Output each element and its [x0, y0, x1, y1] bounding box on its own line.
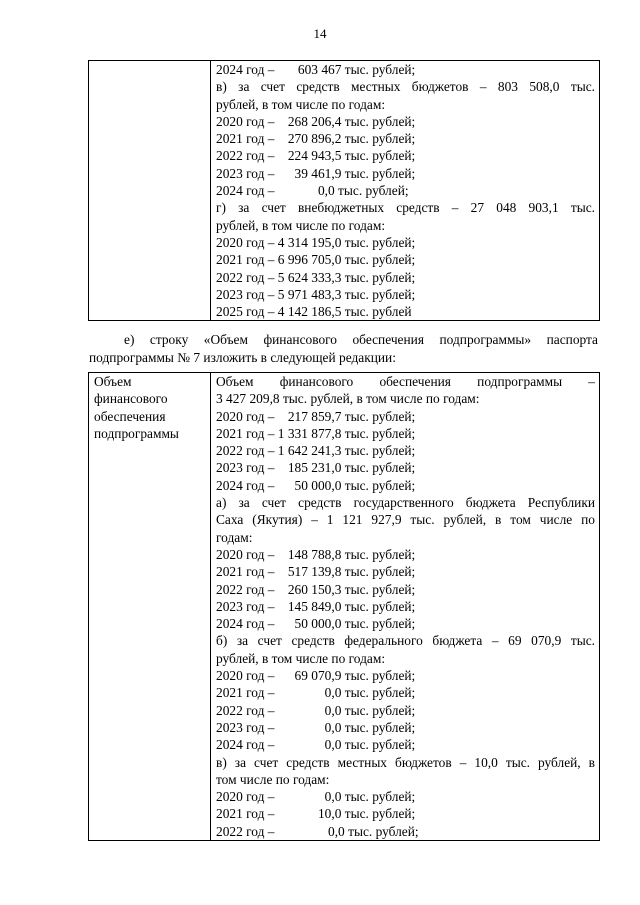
text-line: годам: [216, 529, 253, 545]
text-line: 2025 год – 4 142 186,5 тыс. рублей [216, 304, 412, 320]
text-line: рублей, в том числе по годам: [216, 650, 386, 666]
text-line: Саха (Якутия) – 1 121 927,9 тыс. рублей, в том числе по [216, 512, 595, 528]
text-line: 2021 год – 6 996 705,0 тыс. рублей; [216, 252, 416, 268]
text-line: 2021 год – 1 331 877,8 тыс. рублей; [216, 425, 416, 441]
text-line: 2024 год – 50 000,0 тыс. рублей; [216, 616, 416, 632]
text-line: 2020 год – 148 788,8 тыс. рублей; [216, 546, 416, 562]
label-line: подпрограммы [94, 425, 179, 441]
page-number: 14 [313, 26, 327, 41]
text-line: г) за счет внебюджетных средств – 27 048 903,1 тыс. [216, 200, 595, 216]
text-line: 2020 год – 217 859,7 тыс. рублей; [216, 408, 416, 424]
text-line: 2023 год – 5 971 483,3 тыс. рублей; [216, 286, 416, 302]
text-line: 2021 год – 10,0 тыс. рублей; [216, 806, 416, 822]
label-line: финансового [94, 391, 168, 407]
text-line: 2021 год – 270 896,2 тыс. рублей; [216, 131, 416, 147]
text-line: 3 427 209,8 тыс. рублей, в том числе по годам: [216, 391, 480, 407]
paragraph-line: е) строку «Объем финансового обеспечения подпрограммы» паспорта [124, 332, 598, 347]
text-line: 2024 год – 0,0 тыс. рублей; [216, 737, 416, 753]
text-line: 2022 год – 224 943,5 тыс. рублей; [216, 148, 416, 164]
table-content-cell [211, 61, 600, 321]
text-line: 2024 год – 0,0 тыс. рублей; [216, 183, 409, 199]
text-line: 2020 год – 4 314 195,0 тыс. рублей; [216, 234, 416, 250]
table-row [89, 373, 600, 841]
text-line: 2022 год – 260 150,3 тыс. рублей; [216, 581, 416, 597]
text-line: 2022 год – 0,0 тыс. рублей; [216, 823, 419, 839]
text-line: 2020 год – 268 206,4 тыс. рублей; [216, 113, 416, 129]
table-label-cell [89, 61, 211, 321]
text-line: 2023 год – 0,0 тыс. рублей; [216, 719, 416, 735]
text-line: 2021 год – 0,0 тыс. рублей; [216, 685, 416, 701]
text-line: том числе по годам: [216, 771, 330, 787]
text-line: 2024 год – 603 467 тыс. рублей; [216, 62, 416, 77]
text-line: 2022 год – 1 642 241,3 тыс. рублей; [216, 443, 416, 459]
text-line: 2023 год – 145 849,0 тыс. рублей; [216, 598, 416, 614]
paragraph-line: подпрограммы № 7 изложить в следующей редакции: [89, 350, 396, 365]
table-row [89, 61, 600, 321]
table-label-cell [89, 373, 211, 841]
text-line: а) за счет средств государственного бюджета Республики [216, 495, 595, 511]
text-line: 2024 год – 50 000,0 тыс. рублей; [216, 477, 416, 493]
table-content-cell [211, 373, 600, 841]
text-line: 2023 год – 185 231,0 тыс. рублей; [216, 460, 416, 476]
text-line: в) за счет средств местных бюджетов – 10,0 тыс. рублей, в [216, 754, 595, 770]
instruction-paragraph [89, 331, 598, 367]
text-line: 2021 год – 517 139,8 тыс. рублей; [216, 564, 416, 580]
text-line: 2020 год – 69 070,9 тыс. рублей; [216, 668, 416, 684]
text-line: б) за счет средств федерального бюджета – 69 070,9 тыс. [216, 633, 595, 649]
label-line: обеспечения [94, 408, 166, 424]
label-line: Объем [94, 374, 132, 389]
text-line: Объем финансового обеспечения подпрограммы – [216, 374, 595, 389]
text-line: 2023 год – 39 461,9 тыс. рублей; [216, 165, 416, 181]
text-line: рублей, в том числе по годам: [216, 96, 386, 112]
text-line: 2022 год – 0,0 тыс. рублей; [216, 702, 416, 718]
funding-table-subprogram-7 [88, 372, 600, 841]
text-line: рублей, в том числе по годам: [216, 217, 386, 233]
text-line: в) за счет средств местных бюджетов – 803 508,0 тыс. [216, 79, 595, 95]
funding-table-continued [88, 60, 600, 321]
text-line: 2022 год – 5 624 333,3 тыс. рублей; [216, 269, 416, 285]
text-line: 2020 год – 0,0 тыс. рублей; [216, 789, 416, 805]
